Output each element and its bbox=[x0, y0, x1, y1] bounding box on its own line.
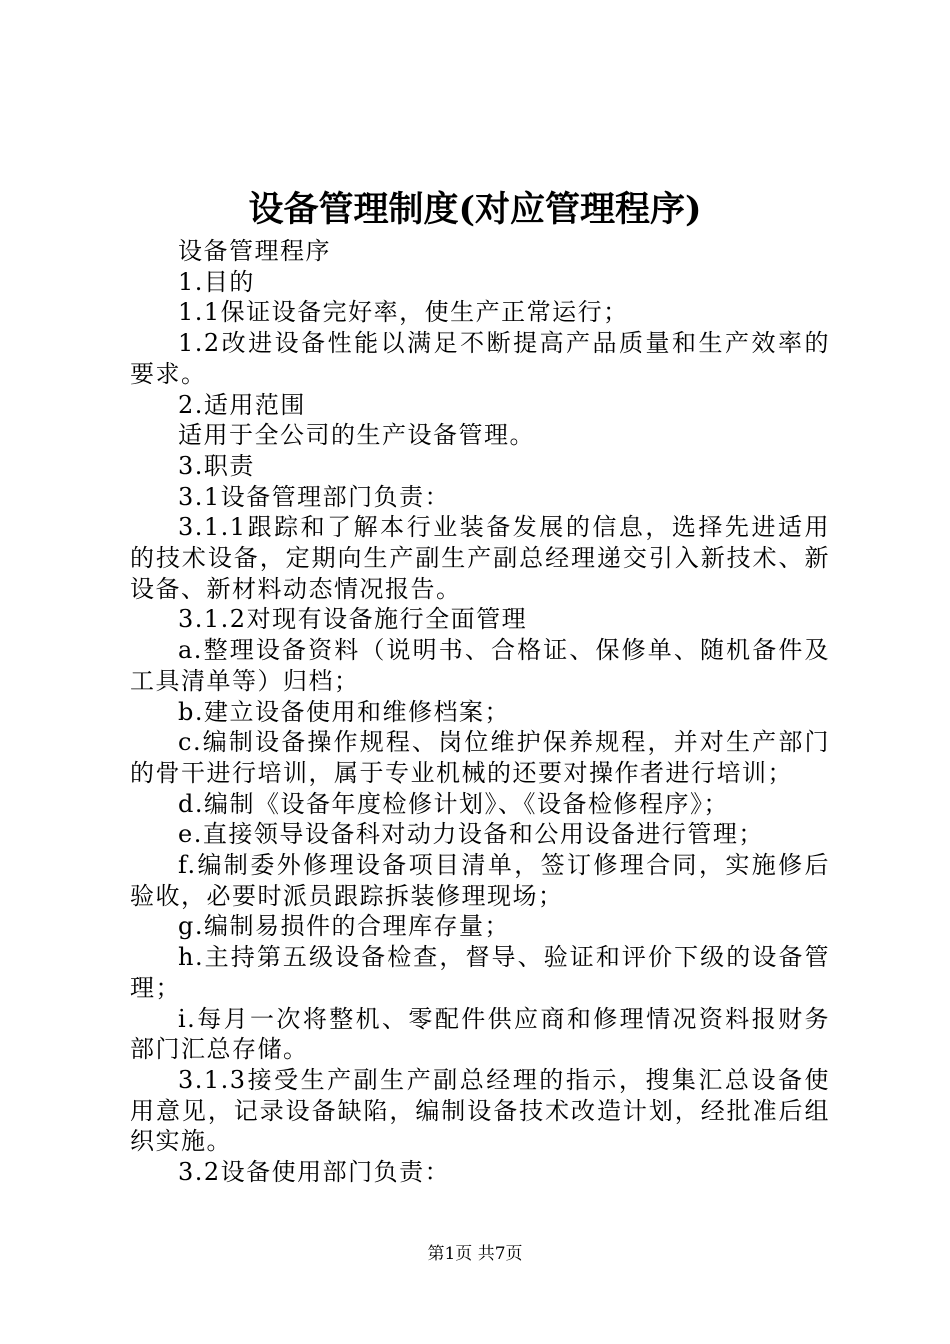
paragraph-section-heading: 设备管理程序 bbox=[178, 237, 331, 265]
paragraph-1-2: 1.2改进设备性能以满足不断提高产品质量和生产效率的要求。 bbox=[130, 329, 830, 388]
list-item-c: c.编制设备操作规程、岗位维护保养规程，并对生产部门的骨干进行培训，属于专业机械的还要对操作者进行培训； bbox=[130, 728, 830, 787]
document-body bbox=[130, 236, 830, 1188]
list-item-f: f.编制委外修理设备项目清单，签订修理合同，实施修后验收，必要时派员跟踪拆装修理现场； bbox=[130, 851, 830, 910]
paragraph-3-1: 3.1设备管理部门负责： bbox=[178, 482, 451, 511]
paragraph-scope-text: 适用于全公司的生产设备管理。 bbox=[178, 421, 535, 450]
paragraph-scope-heading: 2.适用范围 bbox=[178, 390, 306, 419]
list-item-a: a.整理设备资料（说明书、合格证、保修单、随机备件及工具清单等）归档； bbox=[130, 636, 830, 695]
paragraph-3-1-1: 3.1.1跟踪和了解本行业装备发展的信息，选择先进适用的技术设备，定期向生产副生产副总经理递交引入新技术、新设备、新材料动态情况报告。 bbox=[130, 513, 830, 603]
paragraph-3-1-3: 3.1.3接受生产副生产副总经理的指示，搜集汇总设备使用意见，记录设备缺陷，编制设备技术改造计划，经批准后组织实施。 bbox=[130, 1065, 830, 1156]
list-item-b: b.建立设备使用和维修档案； bbox=[178, 697, 510, 726]
list-item-d: d.编制《设备年度检修计划》、《设备检修程序》； bbox=[178, 789, 729, 818]
document-title: 设备管理制度(对应管理程序) bbox=[248, 189, 702, 230]
paragraph-purpose-heading: 1.目的 bbox=[178, 267, 255, 296]
paragraph-3-2: 3.2设备使用部门负责： bbox=[178, 1158, 451, 1187]
list-item-h: h.主持第五级设备检查，督导、验证和评价下级的设备管理； bbox=[130, 943, 830, 1002]
paragraph-1-1: 1.1保证设备完好率，使生产正常运行； bbox=[178, 298, 629, 327]
paragraph-3-1-2: 3.1.2对现有设备施行全面管理 bbox=[178, 605, 528, 634]
list-item-e: e.直接领导设备科对动力设备和公用设备进行管理； bbox=[178, 820, 764, 849]
paragraph-duties-heading: 3.职责 bbox=[178, 451, 255, 480]
list-item-g: g.编制易损件的合理库存量； bbox=[178, 912, 510, 941]
list-item-i: i.每月一次将整机、零配件供应商和修理情况资料报财务部门汇总存储。 bbox=[130, 1004, 830, 1064]
page-number-footer: 第1页 共7页 bbox=[427, 1244, 523, 1264]
